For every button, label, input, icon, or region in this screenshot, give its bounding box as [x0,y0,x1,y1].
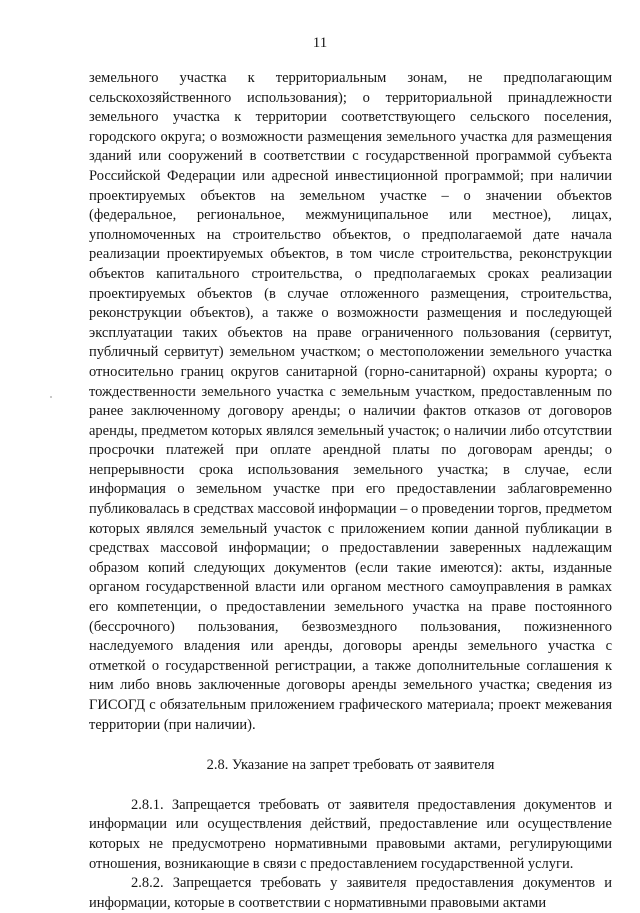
section-heading: 2.8. Указание на запрет требовать от заявителя [206,757,495,774]
margin-mark [50,396,52,398]
clause-2-8-2: 2.8.2. Запрещается требовать у заявителя предоставления документов и информации, которые в соответствии с нормативными правовыми актами [89,875,612,911]
document-body [89,69,612,913]
page-number: 11 [312,35,328,51]
continuation-paragraph: земельного участка к территориальным зонам, не предполагающим сельскохозяйственного использования); о территориальной принадлежности земельного участка к территории соответствующего сельского поселения, городского округа; о возможности размещения земельного участка для размещения зданий или сооружений в соответствии с государственной программой субъекта Российской Федерации или адресной инвестиционной программой; при наличии проектируемых объектов на земельном участке – о значении объектов (федеральное, региональное, межмуниципальное или местное), лицах, уполномоченных на строительство объектов, о предполагаемой дате начала реализации проектируемых объектов, в том числе строительства, реконструкции объектов капитального строительства, о предполагаемых сроках реализации проектируемых объектов (в случае отложенного размещения, строительства, реконструкции объектов), а также о возможности размещения и последующей эксплуатации таких объектов на праве ограниченного пользования (сервитут, публичный сервитут) земельном участком; о местоположении земельного участка относительно границ округов санитарной (горно-санитарной) охраны курорта; о тождественности земельного участка с земельным участком, предоставленным по ранее заключенному договору аренды; о наличии фактов отказов от договоров аренды, предметом которых являлся земельный участок; о наличии либо отсутствии просрочки платежей при оплате арендной платы по договорам аренды; о непрерывности срока использования земельного участка; в случае, если информация о земельном участке при его предоставлении заблаговременно публиковалась в средствах массовой информации – о проведении торгов, предметом которых являлся земельный участок с приложением копии данной публикации в средствах массовой информации; о предоставлении заверенных надлежащим образом копий следующих документов (если такие имеются): акты, изданные органом государственной власти или органом местного самоуправления в рамках его компетенции, о предоставлении земельного участка на праве постоянного (бессрочного) пользования, безвозмездного пользования, пожизненного наследуемого владения или аренды, договоры аренды земельного участка с отметкой о государственной регистрации, а также дополнительные соглашения к ним либо вновь заключенные договоры аренды земельного участка; сведения из ГИСОГД с обязательным приложением графического материала; проект межевания территории (при наличии). [89,70,612,733]
clause-2-8-1: 2.8.1. Запрещается требовать от заявителя предоставления документов и информации или осуществления действий, предоставление или осуществление которых не предусмотрено нормативными правовыми актами, регулирующими отношения, возникающие в связи с предоставлением государственной услуги. [89,796,612,872]
